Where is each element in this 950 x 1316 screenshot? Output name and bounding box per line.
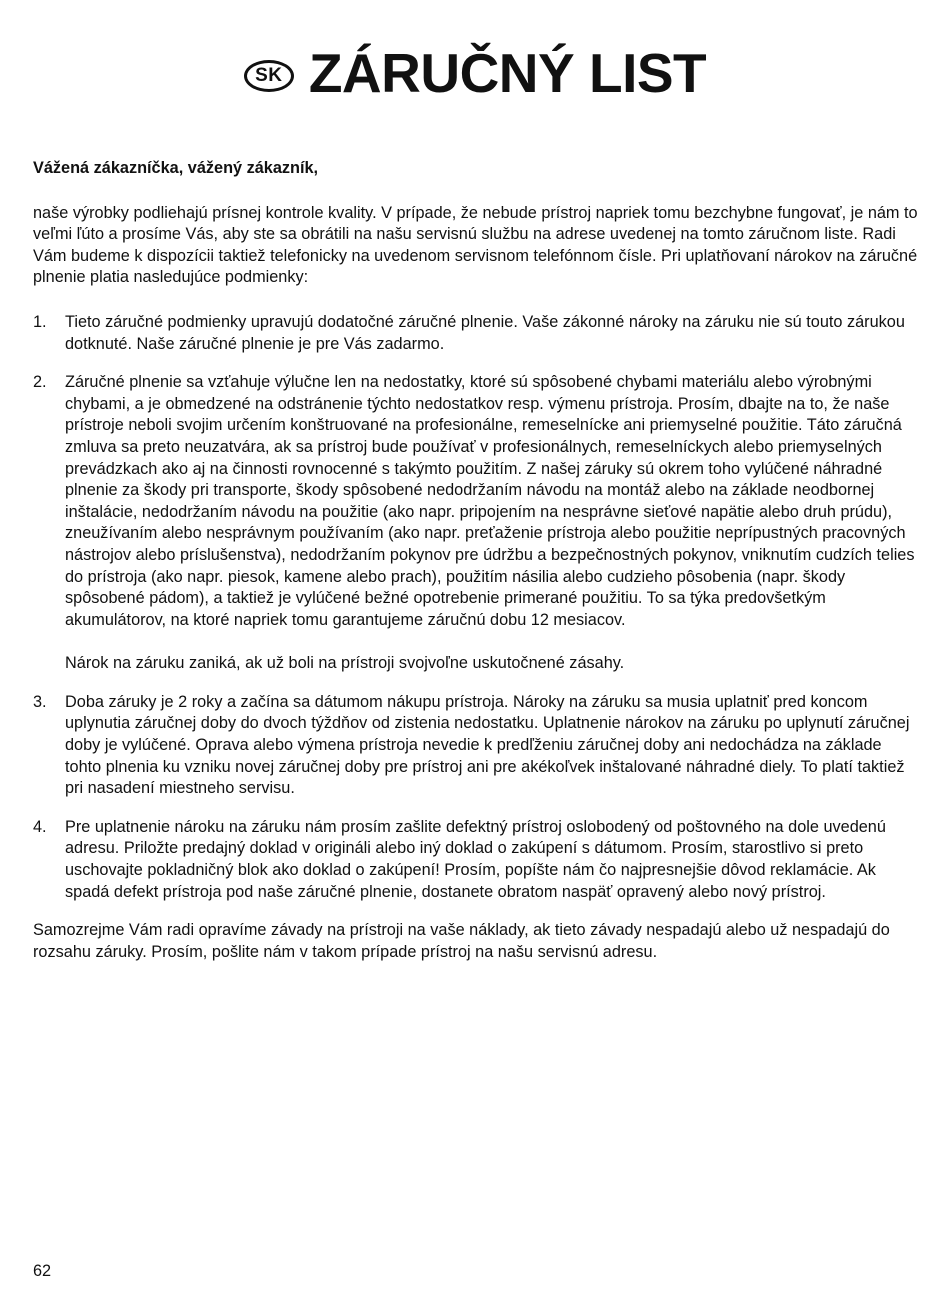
condition-number: 1. — [33, 312, 47, 331]
condition-item — [33, 312, 919, 355]
condition-item — [33, 817, 919, 903]
language-badge: SK — [244, 60, 294, 92]
salutation: Vážená zákazníčka, vážený zákazník, — [33, 159, 319, 177]
condition-text: Pre uplatnenie nároku na záruku nám prosím zašlite defektný prístroj oslobodený od poštovného na dole uvedenú adresu. Priložte predajný doklad v origináli alebo iný doklad o zakúpení s dátumom. Prosím, starostlivo si preto uschovajte pokladničný blok ako doklad o zakúpení! Prosím, popíšte nám čo najpresnejšie dôvod reklamácie. Ak spadá defekt prístroja pod naše záručné plnenie, dostanete obratom naspäť opravený alebo nový prístroj. — [65, 817, 886, 901]
condition-item — [33, 372, 919, 675]
page-title: ZÁRUČNÝ LIST — [308, 42, 707, 104]
condition-number: 2. — [33, 373, 47, 392]
condition-note: Nárok na záruku zaniká, ak už boli na prístroji svojvoľne uskutočnené zásahy. — [65, 654, 625, 673]
condition-number: 3. — [33, 692, 47, 711]
page-header — [0, 40, 950, 106]
condition-text: Doba záruky je 2 roky a začína sa dátumom nákupu prístroja. Nároky na záruku sa musia uplatniť pred koncom uplynutia záručnej doby do dvoch týždňov od zistenia nedostatku. Uplatnenie nárokov na záruku po uplynutí záručnej doby je vylúčené. Oprava alebo výmena prístroja nevedie k predľženiu záručnej doby ani nedochádza na základe tohto plnenia ku vzniku novej záručnej doby pre prístroj ani pre akékoľvek inštalované náhradné diely. To platí taktiež pri nasadení miestneho servisu. — [65, 692, 910, 798]
closing-paragraph: Samozrejme Vám radi opravíme závady na prístroji na vaše náklady, ak tieto závady nespadajú alebo už nespadajú do rozsahu záruky. Prosím, pošlite nám v takom prípade prístroj na našu servisnú adresu. — [33, 921, 890, 961]
intro-paragraph: naše výrobky podliehajú prísnej kontrole kvality. V prípade, že nebude prístroj napriek tomu bezchybne fungovať, je nám to veľmi ľúto a prosíme Vás, aby ste sa obrátili na našu servisnú službu na adrese uvedenej na tomto záručnom liste. Radi Vám budeme k dispozícii taktiež telefonicky na uvedenom servisnom telefónnom čísle. Pri uplatňovaní nárokov na záručné plnenie platia nasledujúce podmienky: — [33, 203, 918, 287]
document-body — [33, 158, 919, 963]
page-number: 62 — [33, 1262, 52, 1280]
condition-item — [33, 692, 919, 800]
condition-number: 4. — [33, 817, 47, 836]
condition-text: Záručné plnenie sa vzťahuje výlučne len na nedostatky, ktoré sú spôsobené chybami materiálu alebo výrobnými chybami, a je obmedzené na odstránenie týchto nedostatkov resp. výmenu prístroja. Prosím, dbajte na to, že naše prístroje neboli svojim určením konštruované na profesionálne, remeselnícke ani priemyselné použitie. Táto záručná zmluva sa preto neuzatvára, ak sa prístroj bude používať v profesionálnych, remeselníckych alebo priemyselných prevádzkach ako aj na činnosti rovnocenné s takýmto použitím. Z našej záruky sú okrem toho vylúčené náhradné plnenie za škody pri transporte, škody spôsobené nedodržaním návodu na montáž alebo na základe neodbornej inštalácie, nedodržaním návodu na použitie (ako napr. pripojením na nesprávne sieťové napätie alebo druh prúdu), zneužívaním alebo nesprávnym používaním (ako napr. preťaženie prístroja alebo použitie neprípustných pracovných nástrojov alebo príslušenstva), nedodržaním pokynov pre údržbu a bezpečnostných pokynov, vniknutím cudzích telies do prístroja (ako napr. piesok, kamene alebo prach), použitím násilia alebo cudzieho pôsobenia (napr. škody spôsobené pádom), a taktiež je vylúčené bežné opotrebenie primerané použitiu. To sa týka predovšetkým akumulátorov, na ktoré napriek tomu garantujeme záručnú dobu 12 mesiacov. — [65, 373, 915, 629]
conditions-list — [33, 312, 919, 903]
condition-text: Tieto záručné podmienky upravujú dodatočné záručné plnenie. Vaše zákonné nároky na záruku nie sú touto zárukou dotknuté. Naše záručné plnenie je pre Vás zadarmo. — [65, 312, 905, 353]
